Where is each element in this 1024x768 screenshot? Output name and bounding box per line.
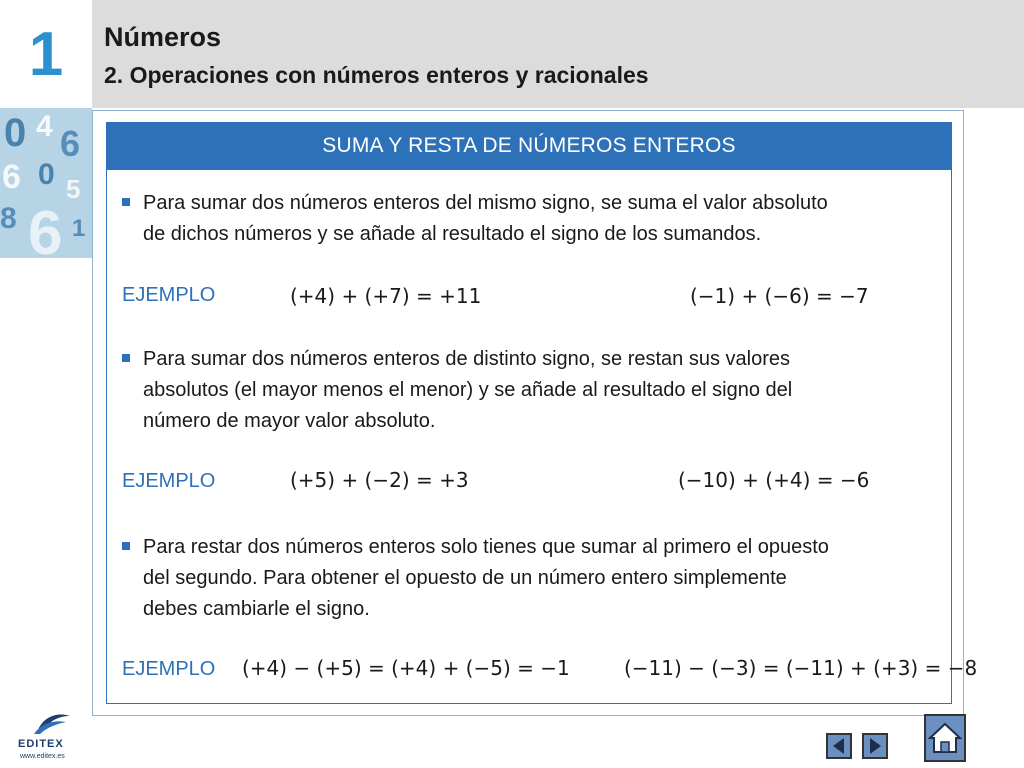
bullet-rule-same-sign — [122, 188, 942, 250]
logo-text: EDITEX — [18, 738, 64, 750]
example-label: EJEMPLO — [122, 284, 216, 306]
bullet-line: Para sumar dos números enteros del mismo signo, se suma el valor absoluto — [143, 192, 828, 214]
bullet-square-icon — [122, 198, 130, 206]
svg-text:4: 4 — [36, 110, 53, 143]
bullet-rule-different-sign — [122, 344, 942, 437]
bullet-square-icon — [122, 354, 130, 362]
page-title: Números — [104, 22, 222, 52]
bullet-line: Para sumar dos números enteros de distinto signo, se restan sus valores — [143, 348, 790, 370]
bullet-line: de dichos números y se añade al resultado el signo de los sumandos. — [143, 223, 762, 245]
bullet-rule-subtraction — [122, 532, 942, 625]
example-formula: (−10) + (+4) = −6 — [678, 468, 870, 492]
bullet-line: debes cambiarle el signo. — [143, 598, 370, 620]
example-formula: (−1) + (−6) = −7 — [690, 284, 869, 308]
bullet-line: número de mayor valor absoluto. — [143, 410, 436, 432]
logo-url: www.editex.es — [20, 753, 65, 760]
example-label: EJEMPLO — [122, 470, 216, 492]
svg-text:0: 0 — [38, 158, 55, 191]
svg-text:0: 0 — [4, 111, 27, 155]
unit-number: 1 — [28, 19, 64, 89]
next-button[interactable] — [862, 733, 888, 759]
page-subtitle: 2. Operaciones con números enteros y racionales — [104, 62, 649, 88]
home-button[interactable] — [924, 714, 966, 762]
example-formula: (+4) + (+7) = +11 — [290, 284, 482, 308]
svg-text:1: 1 — [72, 215, 86, 242]
bullet-line: Para restar dos números enteros solo tienes que sumar al primero el opuesto — [143, 536, 829, 558]
decorative-numbers-image — [0, 108, 92, 258]
svg-text:8: 8 — [0, 202, 17, 235]
example-formula: (+4) − (+5) = (+4) + (−5) = −1 — [242, 656, 570, 680]
svg-text:6: 6 — [28, 199, 63, 258]
svg-text:6: 6 — [2, 158, 21, 196]
prev-button[interactable] — [826, 733, 852, 759]
svg-text:6: 6 — [60, 123, 81, 164]
bullet-square-icon — [122, 542, 130, 550]
example-label: EJEMPLO — [122, 658, 216, 680]
example-formula: (−11) − (−3) = (−11) + (+3) = −8 — [624, 656, 978, 680]
next-arrow-icon — [864, 735, 886, 757]
home-icon — [926, 716, 964, 760]
header-bar — [92, 0, 1024, 108]
bullet-line: del segundo. Para obtener el opuesto de un número entero simplemente — [143, 567, 787, 589]
bullet-line: absolutos (el mayor menos el menor) y se añade al resultado el signo del — [143, 379, 793, 401]
panel-heading: SUMA Y RESTA DE NÚMEROS ENTEROS — [106, 122, 952, 170]
prev-arrow-icon — [828, 735, 850, 757]
svg-text:5: 5 — [66, 174, 81, 204]
example-formula: (+5) + (−2) = +3 — [290, 468, 469, 492]
